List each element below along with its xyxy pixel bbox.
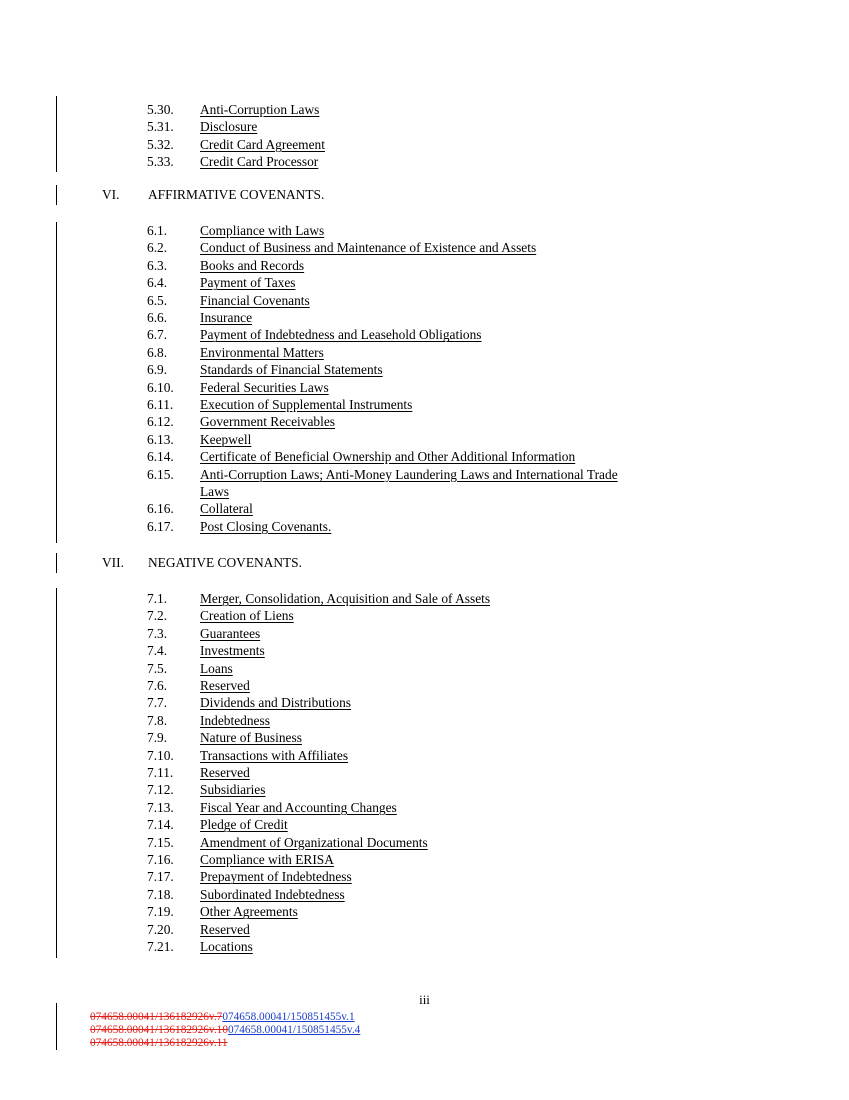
section-number: 7.5. [147,660,168,676]
section-number: 7.4. [147,643,168,659]
section-number: 7.9. [147,730,168,746]
inserted-doc-id: 074658.00041/150851455v.4 [227,1024,361,1036]
section-number: 6.9. [147,362,168,378]
article-number: VII. [102,555,124,570]
section-link[interactable]: Reserved [200,765,250,780]
doc-id-line-1 [90,1011,355,1024]
section-number: 6.2. [147,240,168,256]
section-number: 7.20. [147,921,174,937]
deleted-doc-id: 074658.00041/136182926v.10 [90,1024,228,1036]
section-link[interactable]: Subordinated Indebtedness [200,886,345,902]
section-number: 7.13. [147,799,174,815]
article-number: VI. [102,187,120,202]
change-bar [56,222,57,543]
article-title[interactable]: NEGATIVE COVENANTS. [148,555,302,570]
section-number: 7.19. [147,904,174,920]
section-link[interactable]: Compliance with Laws [200,223,325,238]
section-link[interactable]: Creation of Liens [200,608,294,624]
section-number: 7.15. [147,834,174,850]
section-link[interactable]: Anti-Corruption Laws; Anti-Money Laundering Laws and International Trade [200,466,618,482]
section-link[interactable]: Financial Covenants [200,292,310,308]
section-number: 7.18. [147,886,174,902]
doc-id-line-3 [90,1037,228,1050]
section-link[interactable]: Other Agreements [200,904,298,920]
section-link[interactable]: Credit Card Agreement [200,136,325,152]
section-number: 7.7. [147,695,168,711]
section-link-continued[interactable]: Laws [200,483,230,499]
section-link[interactable]: Reserved [200,678,250,693]
section-link[interactable]: Keepwell [200,431,252,447]
section-link[interactable]: Government Receivables [200,414,335,430]
section-link[interactable]: Insurance [200,310,253,325]
section-link[interactable]: Investments [200,643,265,659]
section-link[interactable]: Disclosure [200,119,258,135]
section-link[interactable]: Merger, Consolidation, Acquisition and Sale of Assets [200,591,491,606]
section-link[interactable]: Reserved [200,921,250,937]
section-number: 7.10. [147,747,174,763]
section-number: 7.11. [147,765,174,780]
section-link[interactable]: Compliance with ERISA [200,852,334,867]
change-bar [56,185,57,205]
section-number: 6.17. [147,518,174,534]
section-link[interactable]: Amendment of Organizational Documents [200,834,428,850]
section-number: 6.8. [147,344,168,360]
section-link[interactable]: Subsidiaries [200,782,266,798]
section-number: 7.12. [147,782,174,798]
section-number: 6.10. [147,379,174,395]
deleted-doc-id: 074658.00041/136182926v.7 [90,1011,223,1023]
section-link[interactable]: Fiscal Year and Accounting Changes [200,799,397,815]
section-number: 6.4. [147,275,168,291]
section-number: 7.3. [147,625,168,641]
section-number: 7.17. [147,869,174,885]
section-link[interactable]: Conduct of Business and Maintenance of Existence and Assets [200,240,537,256]
section-number: 5.31. [147,119,174,135]
section-link[interactable]: Post Closing Covenants. [200,518,332,534]
change-bar [56,96,57,172]
inserted-doc-id: 074658.00041/150851455v.1 [222,1011,355,1023]
section-number: 5.32. [147,136,174,152]
section-number: 7.16. [147,852,174,867]
section-link[interactable]: Anti-Corruption Laws [200,102,320,117]
section-link[interactable]: Dividends and Distributions [200,695,352,711]
section-link[interactable]: Credit Card Processor [200,154,319,170]
section-link[interactable]: Collateral [200,501,253,517]
section-link[interactable]: Books and Records [200,257,305,273]
section-number: 6.12. [147,414,174,430]
section-number: 6.14. [147,449,174,465]
section-link[interactable]: Locations [200,939,253,954]
section-link[interactable]: Standards of Financial Statements [200,362,383,378]
page-number: iii [419,992,430,1007]
section-link[interactable]: Payment of Indebtedness and Leasehold Obligations [200,327,482,343]
change-bar [56,1003,57,1050]
section-number: 6.1. [147,223,168,238]
deleted-doc-id: 074658.00041/136182926v.11 [90,1037,228,1049]
section-number: 6.3. [147,257,168,273]
section-link[interactable]: Guarantees [200,625,261,641]
change-bar [56,553,57,573]
section-number: 7.21. [147,939,174,954]
section-number: 6.11. [147,397,174,412]
section-number: 6.15. [147,466,174,482]
section-link[interactable]: Federal Securities Laws [200,379,329,395]
section-number: 6.5. [147,292,168,308]
section-link[interactable]: Transactions with Affiliates [200,747,349,763]
section-link[interactable]: Indebtedness [200,712,270,728]
section-number: 6.16. [147,501,174,517]
section-number: 7.14. [147,817,174,833]
section-number: 6.6. [147,310,168,325]
section-number: 7.6. [147,678,168,693]
section-number: 7.2. [147,608,168,624]
doc-id-line-2 [90,1024,360,1037]
section-number: 6.7. [147,327,168,343]
section-number: 6.13. [147,431,174,447]
section-link[interactable]: Execution of Supplemental Instruments [200,397,413,412]
section-number: 5.30. [147,102,174,117]
section-link[interactable]: Pledge of Credit [200,817,288,833]
section-number: 7.1. [147,591,168,606]
section-link[interactable]: Prepayment of Indebtedness [200,869,352,885]
change-bar [56,588,57,958]
section-number: 5.33. [147,154,174,170]
article-title[interactable]: AFFIRMATIVE COVENANTS. [148,187,325,202]
section-link[interactable]: Payment of Taxes [200,275,296,291]
section-link[interactable]: Nature of Business [200,730,302,746]
section-link[interactable]: Certificate of Beneficial Ownership and Other Additional Information [200,449,576,465]
section-link[interactable]: Loans [200,660,233,676]
section-number: 7.8. [147,712,168,728]
section-link[interactable]: Environmental Matters [200,344,324,360]
